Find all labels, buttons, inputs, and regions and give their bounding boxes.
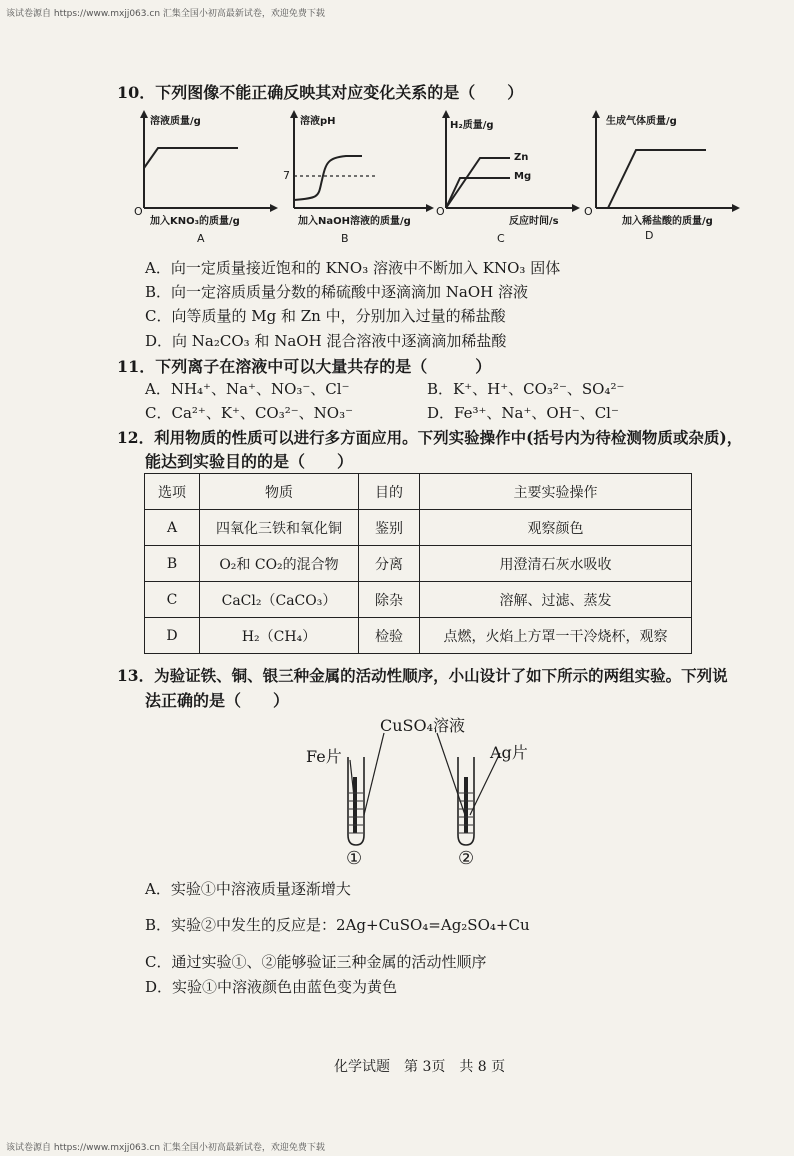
- q13-option-a: A．实验①中溶液质量逐渐增大: [145, 880, 351, 898]
- table-header-row: [145, 474, 692, 510]
- q13-option-d: D．实验①中溶液颜色由蓝色变为黄色: [145, 978, 398, 996]
- table-row: [145, 618, 692, 654]
- table-cell: 四氧化三铁和氧化铜: [200, 510, 359, 546]
- table-cell: CaCl₂（CaCO₃）: [200, 582, 359, 618]
- figure-label-fe: Fe片: [306, 747, 342, 766]
- question-12-stem-line2: 能达到实验目的的是（ ）: [145, 452, 354, 471]
- table-cell: 除杂: [359, 582, 420, 618]
- table-cell: O₂和 CO₂的混合物: [200, 546, 359, 582]
- table-cell: A: [145, 510, 200, 546]
- question-13-stem-line1: 13．为验证铁、铜、银三种金属的活动性顺序，小山设计了如下所示的两组实验。下列说: [117, 666, 728, 685]
- table-cell: 用澄清石灰水吸收: [420, 546, 692, 582]
- table-cell: 溶解、过滤、蒸发: [420, 582, 692, 618]
- table-cell: 观察颜色: [420, 510, 692, 546]
- figure-label-tube-2: ②: [458, 848, 475, 869]
- q11-option-c: C．Ca²⁺、K⁺、CO₃²⁻、NO₃⁻: [145, 404, 354, 422]
- source-header: 该试卷源自 https://www.mxjj063.cn 汇集全国小初高最新试卷，欢迎免费下载: [6, 9, 325, 19]
- q10-option-d: D．向 Na₂CO₃ 和 NaOH 混合溶液中逐滴滴加稀盐酸: [145, 332, 507, 350]
- table-header: 物质: [200, 474, 359, 510]
- figure-label-tube-1: ①: [346, 848, 363, 869]
- graph-c-origin: O: [436, 205, 445, 218]
- question-12-stem-line1: 12．利用物质的性质可以进行多方面应用。下列实验操作中(括号内为待检测物质或杂质)，: [117, 428, 743, 447]
- table-header: 目的: [359, 474, 420, 510]
- table-cell: 检验: [359, 618, 420, 654]
- figure-label-solution: CuSO₄溶液: [380, 716, 466, 735]
- table-cell: 分离: [359, 546, 420, 582]
- question-10-stem: 10．下列图像不能正确反映其对应变化关系的是（ ）: [117, 83, 524, 102]
- table-cell: C: [145, 582, 200, 618]
- figure-label-ag: Ag片: [490, 743, 528, 762]
- graph-d-origin: O: [584, 205, 593, 218]
- table-row: [145, 582, 692, 618]
- q10-option-b: B．向一定溶质质量分数的稀硫酸中逐滴滴加 NaOH 溶液: [145, 283, 529, 301]
- table-row: [145, 546, 692, 582]
- question-11-stem: 11．下列离子在溶液中可以大量共存的是（ ）: [117, 357, 492, 376]
- q13-option-b: B．实验②中发生的反应是：2Ag+CuSO₄=Ag₂SO₄+Cu: [145, 916, 530, 934]
- table-cell: H₂（CH₄）: [200, 618, 359, 654]
- table-cell: B: [145, 546, 200, 582]
- graph-c-ylabel: H₂质量/g: [450, 120, 494, 131]
- graph-c-letter: C: [497, 232, 505, 245]
- q11-option-a: A．NH₄⁺、Na⁺、NO₃⁻、Cl⁻: [145, 380, 350, 398]
- question-13-stem-line2: 法正确的是（ ）: [145, 691, 290, 710]
- graph-b-xlabel: 加入NaOH溶液的质量/g: [298, 216, 411, 227]
- table-cell: 点燃，火焰上方罩一干冷烧杯，观察: [420, 618, 692, 654]
- source-footer: 该试卷源自 https://www.mxjj063.cn 汇集全国小初高最新试卷，欢迎免费下载: [6, 1143, 325, 1153]
- graph-a-xlabel: 加入KNO₃的质量/g: [150, 216, 240, 227]
- graph-d-letter: D: [645, 229, 654, 242]
- series-label-zn: Zn: [514, 152, 529, 163]
- graph-a-ylabel: 溶液质量/g: [150, 116, 201, 127]
- graph-b-ytick: 7: [283, 169, 290, 182]
- q11-option-b: B．K⁺、H⁺、CO₃²⁻、SO₄²⁻: [427, 380, 625, 398]
- table-header: 主要实验操作: [420, 474, 692, 510]
- table-header: 选项: [145, 474, 200, 510]
- q11-option-d: D．Fe³⁺、Na⁺、OH⁻、Cl⁻: [427, 404, 619, 422]
- page-footer: 化学试题 第 3页 共 8 页: [334, 1059, 506, 1075]
- graph-d-xlabel: 加入稀盐酸的质量/g: [622, 216, 713, 227]
- q13-option-c: C．通过实验①、②能够验证三种金属的活动性顺序: [145, 953, 487, 971]
- graph-a-origin: O: [134, 205, 143, 218]
- q10-option-a: A．向一定质量接近饱和的 KNO₃ 溶液中不断加入 KNO₃ 固体: [145, 259, 561, 277]
- graph-a-letter: A: [197, 232, 205, 245]
- table-row: [145, 510, 692, 546]
- graph-b-letter: B: [341, 232, 349, 245]
- series-label-mg: Mg: [514, 171, 532, 182]
- table-cell: 鉴别: [359, 510, 420, 546]
- graph-b-ylabel: 溶液pH: [300, 116, 336, 127]
- graph-d-ylabel: 生成气体质量/g: [606, 116, 677, 127]
- q10-option-c: C．向等质量的 Mg 和 Zn 中，分别加入过量的稀盐酸: [145, 307, 506, 325]
- experiment-table: [144, 473, 692, 654]
- graph-c-xlabel: 反应时间/s: [509, 216, 559, 227]
- table-cell: D: [145, 618, 200, 654]
